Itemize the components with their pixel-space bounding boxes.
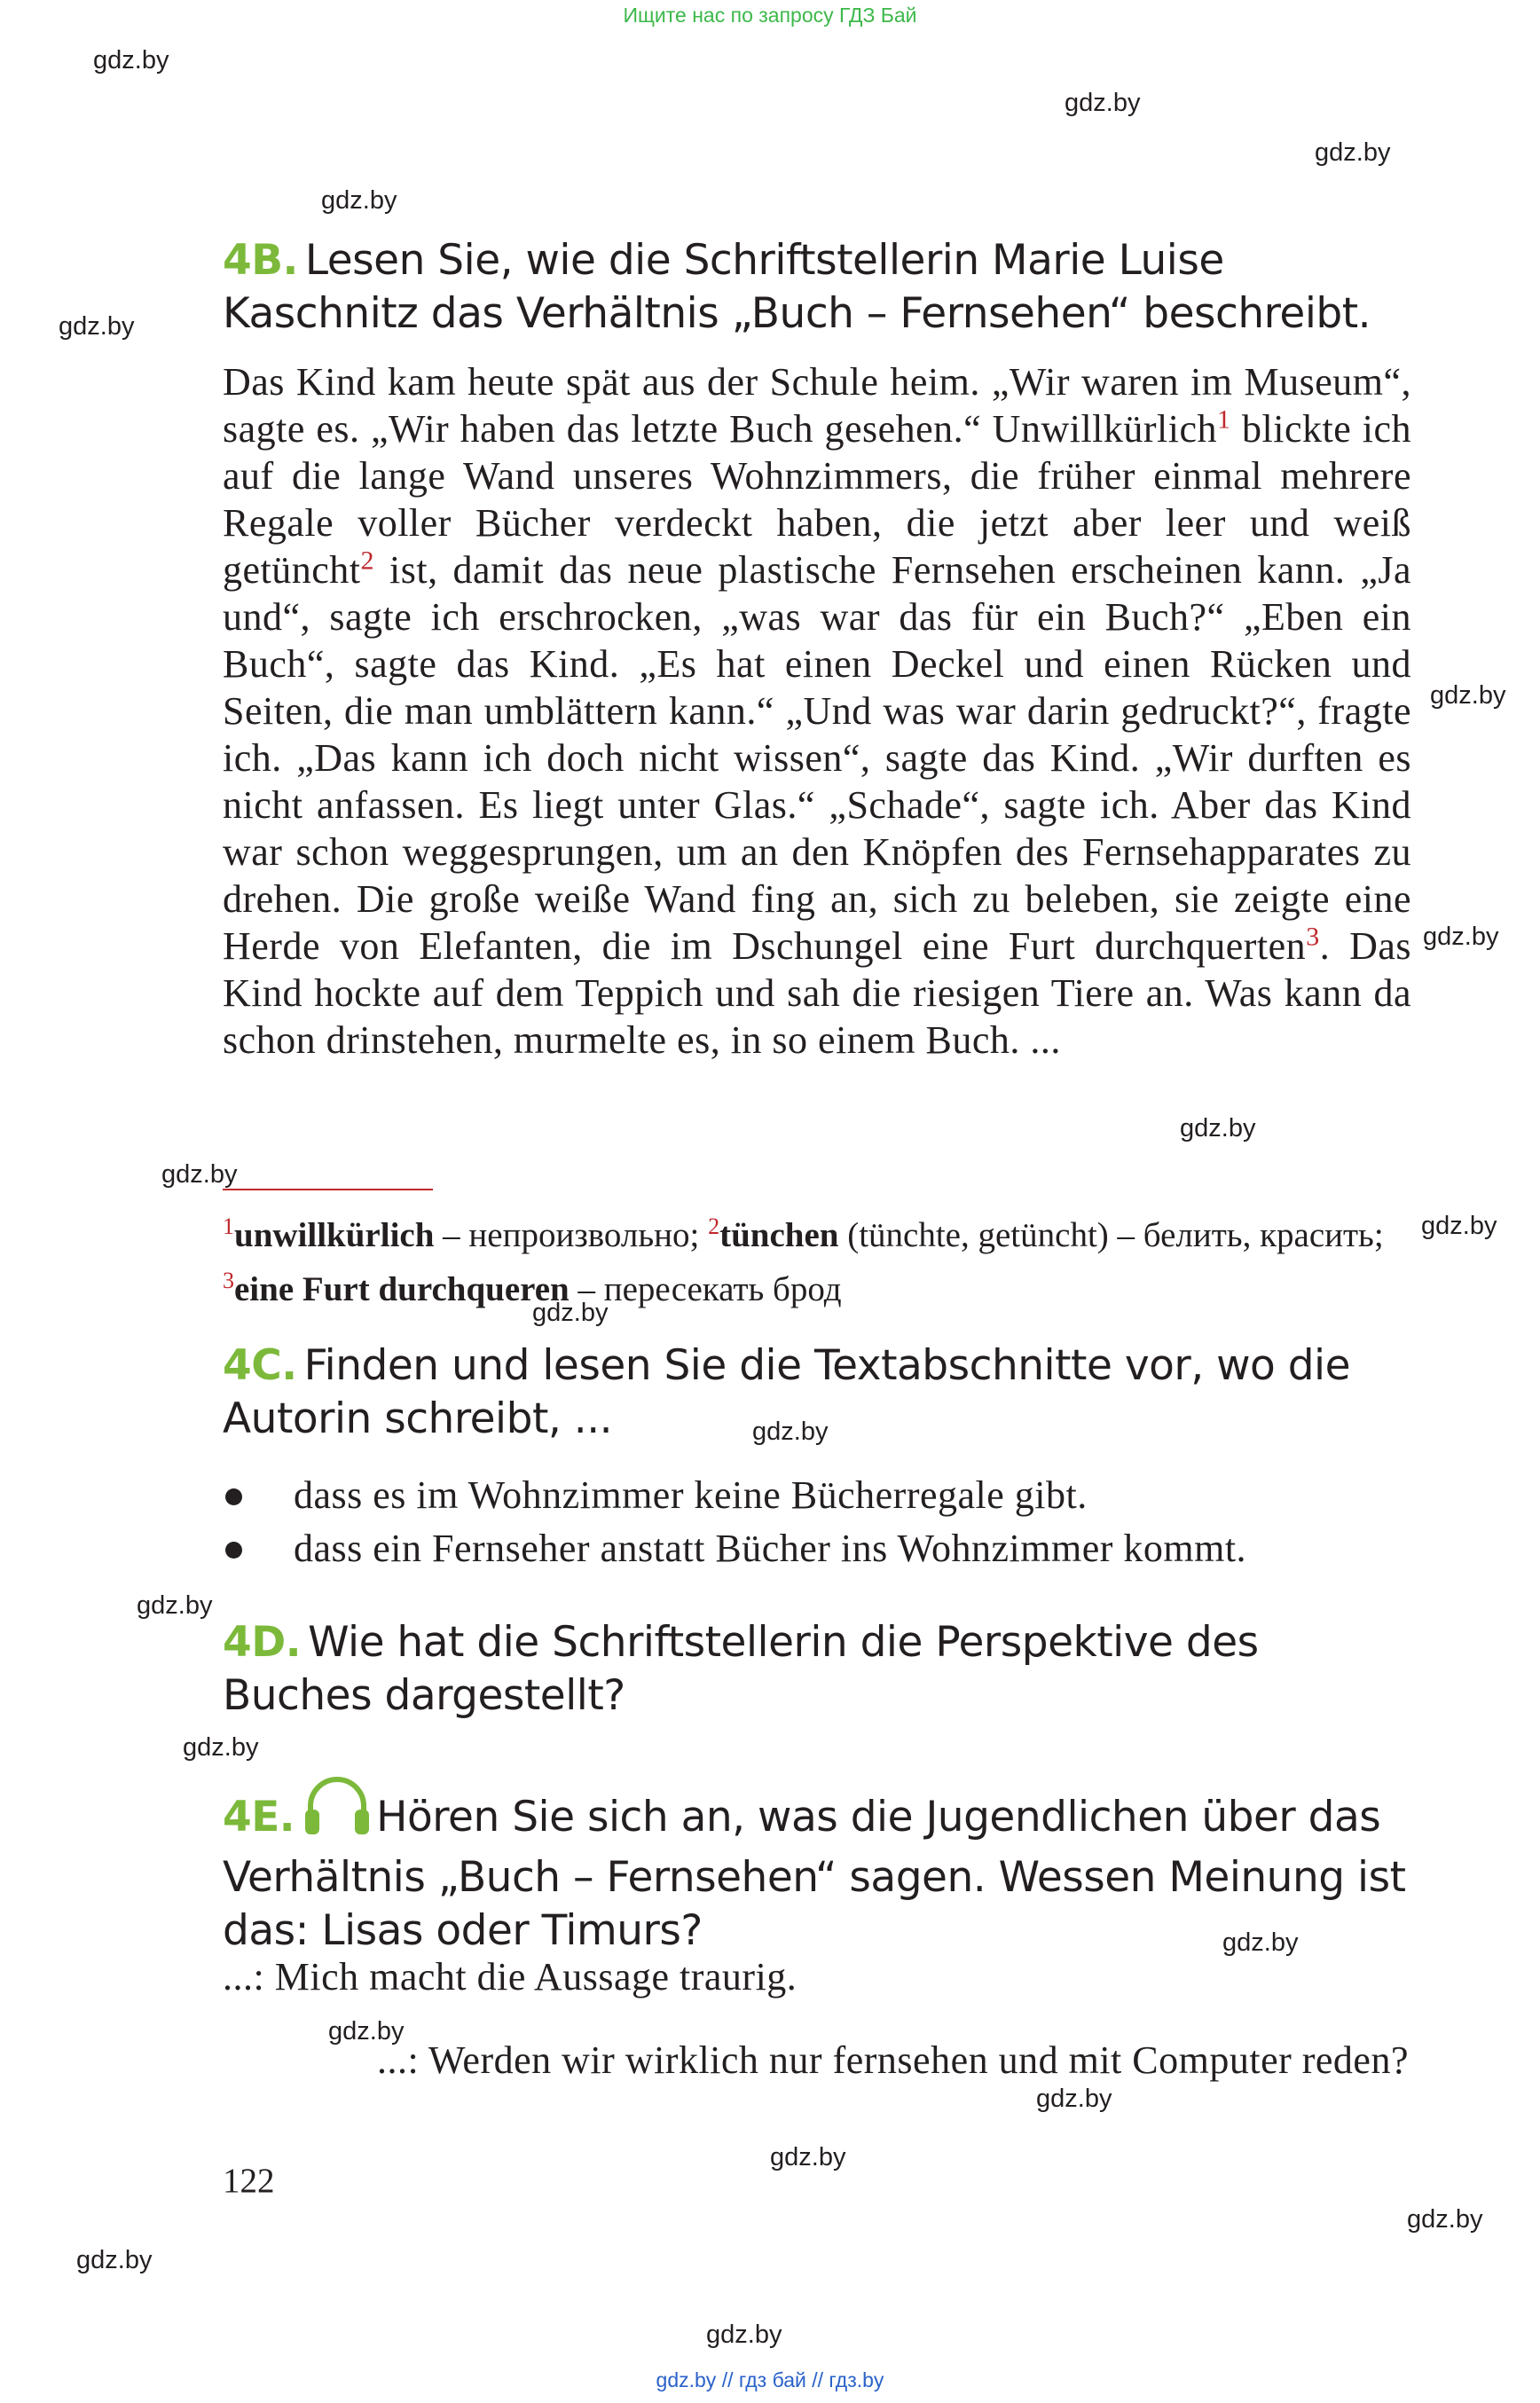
bottom-banner: gdz.by // гдз бай // гдз.by: [656, 2368, 884, 2391]
exercise-title: Wie hat die Schriftstellerin die Perspektive des Buches dargestellt?: [223, 1618, 1259, 1720]
list-item: [223, 1469, 1411, 1522]
footnote-term: eine Furt durchqueren: [234, 1270, 570, 1308]
list-item: [223, 1522, 1411, 1575]
bullet-list: [223, 1469, 1411, 1575]
footnote-translation: – пересекать брод: [569, 1270, 842, 1308]
story-part: . Das Kind hockte auf dem Teppich und sah die riesigen Tiere an. Was kann da schon drinstehen, murmelte es, in so einem Buch. ...: [223, 924, 1411, 1062]
exercise-title: Hören Sie sich an, was die Jugendlichen über das Verhältnis „Buch – Fernsehen“ sagen. Wessen Meinung ist das: Lisas oder Timurs?: [223, 1793, 1406, 1955]
watermark: gdz.by: [1180, 1114, 1256, 1143]
top-banner: Ищите нас по запросу ГДЗ Бай: [623, 4, 917, 27]
watermark: gdz.by: [183, 1733, 259, 1762]
watermark: gdz.by: [1065, 89, 1141, 117]
watermark: gdz.by: [1430, 681, 1506, 710]
footnote-number: 1: [223, 1213, 234, 1239]
headphones-icon: [302, 1774, 373, 1851]
watermark: gdz.by: [328, 2017, 405, 2046]
quote-2: ...: Werden wir wirklich nur fernsehen und mit Computer reden?: [377, 2038, 1409, 2082]
footnote-ref: 1: [1217, 404, 1231, 435]
watermark: gdz.by: [59, 312, 135, 341]
story-part: blickte ich auf die lange Wand unseres Wohnzimmers, die früher einmal mehrere Regale voller Bücher verdeckt haben, die jetzt aber leer und weiß getüncht: [223, 407, 1411, 592]
footnote-translation: – непроизвольно;: [434, 1216, 709, 1254]
exercise-4d-heading: [223, 1616, 1411, 1723]
exercise-4c-heading: [223, 1339, 1411, 1446]
watermark: gdz.by: [137, 1591, 213, 1620]
watermark: gdz.by: [1407, 2205, 1483, 2234]
page-number: 122: [223, 2162, 275, 2200]
footnote-divider: [223, 1189, 433, 1190]
exercise-4e-heading: [223, 1774, 1411, 1958]
footnote-translation: (tünchte, getüncht) – белить, красить;: [838, 1216, 1384, 1254]
watermark: gdz.by: [161, 1160, 238, 1189]
watermark: gdz.by: [532, 1299, 609, 1327]
watermark: gdz.by: [1036, 2085, 1112, 2113]
exercise-title: Lesen Sie, wie die Schriftstellerin Marie Luise Kaschnitz das Verhältnis „Buch – Fernsehen“ beschreibt.: [223, 236, 1371, 338]
exercise-number: 4D.: [223, 1618, 302, 1667]
story-part: ist, damit das neue plastische Fernsehen erscheinen kann. „Ja und“, sagte ich erschrocken, „was war das für ein Buch?“ „Eben ein Buch“, sagte das Kind. „Es hat einen Deckel und einen Rücken und Seiten, die man umblättern kann.“ „Und was war darin gedruckt?“, fragte ich. „Das kann ich doch nicht wissen“, sagte das Kind. „Wir durften es nicht anfassen. Es liegt unter Glas.“ „Schade“, sagte ich. Aber das Kind war schon weggesprungen, um an den Knöpfen des Fernsehapparates zu drehen. Die große weiße Wand fing an, sich zu beleben, sie zeigte eine Herde von Elefanten, die im Dschungel eine Furt durchquerten: [223, 548, 1411, 968]
quote-1: ...: Mich macht die Aussage traurig.: [223, 1955, 798, 1999]
bullet-icon: [225, 1542, 242, 1559]
bullet-icon: [225, 1488, 242, 1505]
exercise-title: Finden und lesen Sie die Textabschnitte vor, wo die Autorin schreibt, ...: [223, 1341, 1351, 1443]
watermark: gdz.by: [93, 46, 169, 75]
footnote-term: tünchen: [719, 1216, 839, 1254]
footnote-ref: 2: [360, 546, 375, 576]
watermark: gdz.by: [1421, 1212, 1497, 1240]
watermark: gdz.by: [1423, 923, 1499, 951]
footnotes: [223, 1204, 1411, 1312]
footnote-number: 3: [223, 1268, 234, 1293]
story-text: [223, 358, 1411, 1064]
watermark: gdz.by: [706, 2321, 782, 2349]
exercise-4b-heading: [223, 234, 1411, 341]
watermark: gdz.by: [1315, 138, 1391, 167]
watermark: gdz.by: [76, 2246, 153, 2274]
story-part: Das Kind kam heute spät aus der Schule heim. „Wir waren im Museum“, sagte es. „Wir haben das letzte Buch gesehen.“ Unwillkürlich: [223, 360, 1411, 451]
watermark: gdz.by: [1222, 1928, 1299, 1957]
exercise-number: 4E.: [223, 1793, 295, 1842]
footnote-ref: 3: [1306, 922, 1320, 952]
footnote-number: 2: [708, 1213, 720, 1239]
watermark: gdz.by: [752, 1417, 829, 1446]
exercise-number: 4B.: [223, 236, 298, 285]
list-item-text: dass es im Wohnzimmer keine Bücherregale gibt.: [294, 1473, 1088, 1517]
watermark: gdz.by: [321, 186, 397, 215]
list-item-text: dass ein Fernseher anstatt Bücher ins Wohnzimmer kommt.: [294, 1527, 1247, 1570]
exercise-number: 4C.: [223, 1341, 297, 1390]
watermark: gdz.by: [770, 2143, 846, 2171]
footnote-term: unwillkürlich: [234, 1216, 435, 1254]
